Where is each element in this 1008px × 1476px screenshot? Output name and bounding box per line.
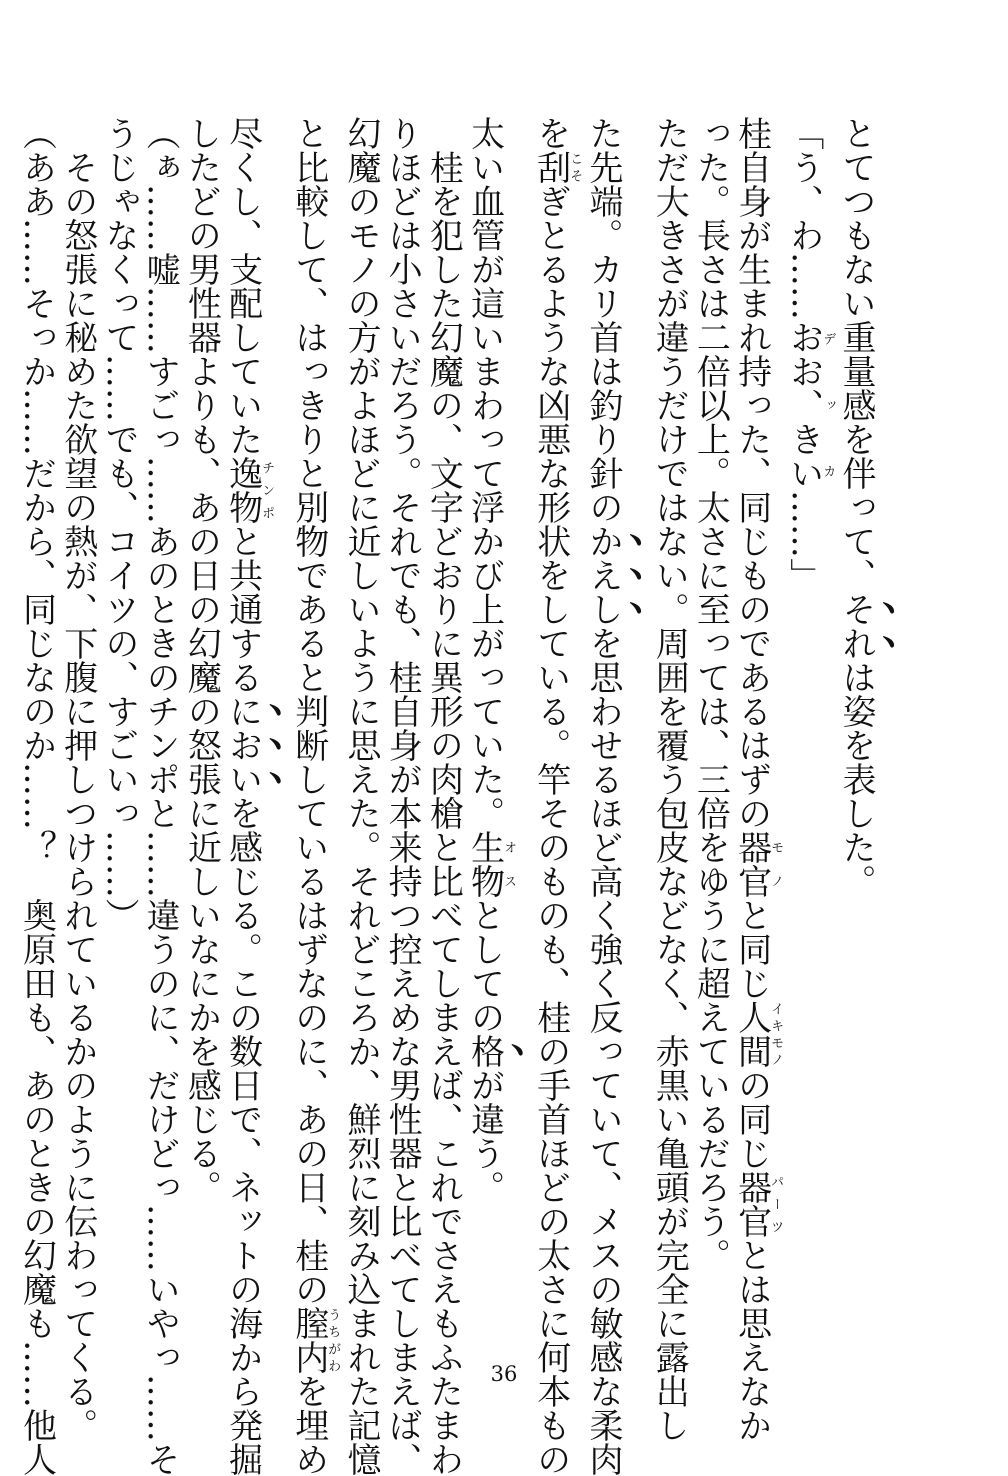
text-segment: を [530,116,571,150]
page-number: 36 [490,1362,518,1386]
ruby-base: 器官 [731,830,772,898]
ruby-reading: パーツ [768,1170,784,1238]
ruby-reading: うちがわ [325,1306,341,1374]
text-segment: と共通する [222,524,263,694]
ruby-base: 膣内 [288,1306,329,1374]
text-line [288,116,341,1476]
emphasized-text: かえし [582,524,623,626]
ruby-reading: モノ [768,830,784,898]
text-line [463,116,529,1338]
text-line [422,116,464,1476]
text-segment: 太い血管が這いまわって浮かび上がっていた。 [464,116,505,830]
text-segment: とてつもない重量感を伴って、 [836,116,876,592]
text-line [530,116,583,1476]
ruby-reading: デ ッ カ [820,320,836,490]
text-line [783,116,835,1338]
text-segment: った。長さは二倍以上。太さに至っては、三倍をゆうに超えているだろう。 [690,116,731,1272]
text-line [57,116,98,1442]
ruby-base: 人間 [731,1000,772,1068]
ruby-base: おお、きい [783,320,824,490]
text-segment: が違う。 [464,1068,505,1204]
ruby-reading: イキモノ [768,1000,784,1068]
text-segment: としての [464,898,505,1034]
text-segment: とは思えなか [731,1238,772,1442]
ruby-base: 刮 [530,150,571,184]
text-line [582,116,648,1476]
text-line [340,116,381,1476]
ruby-base: 生物 [464,830,505,898]
ruby-reading: チンポ [259,456,275,524]
text-line [139,116,181,1476]
text-line [730,116,784,1442]
ruby-text [731,830,784,898]
ruby-text [222,456,275,524]
text-segment: を感じる。この数日で、ネットの海から発掘 [222,796,263,1476]
ruby-text [530,150,583,184]
text-segment: りほどは小さいだろう。それでも、桂自身が本来持つ控えめな男性器と比べてしまえば、 [382,116,423,1476]
text-segment: 「う、わ…… [783,116,824,320]
emphasized-text: 格 [464,1034,505,1068]
ruby-base: 逸物 [222,456,263,524]
text-line [221,116,287,1476]
ruby-text [731,1000,784,1068]
text-segment: 桂自身が生まれ持った、同じものであるはずの [731,116,772,830]
ruby-text [783,320,836,490]
text-line [15,116,57,1476]
text-segment: その怒張に秘めた欲望の熱が、下腹に押しつけられているかのように伝わってくる。 [57,116,98,1442]
text-line [835,116,901,1338]
text-segment: と同じ [731,898,772,1000]
text-line [180,116,221,1338]
text-segment: （ああ……そっか……だから、同じなのか……？ 奥原田も、あのときの幻魔も……他人 [16,116,57,1476]
text-line [689,116,730,1338]
ruby-text [731,1170,784,1238]
text-line [381,116,423,1476]
ruby-text [464,830,517,898]
text-segment: ぎとるような凶悪な形状をしている。竿そのものも、桂の手首ほどの太さに何本もの [530,184,571,1476]
text-segment: と比較して、はっきりと別物であると判断しているはずなのに、あの日、桂の [288,116,329,1306]
text-segment: 幻魔のモノの方がよほどに近しいように思えた。それどころか、鮮烈に刻み込まれた記憶 [340,116,381,1476]
text-segment: 尽くし、支配していた [222,116,263,456]
text-segment: うじゃなくって……でも、コイツの、すごいっ……） [98,116,139,932]
text-segment: た先端。カリ首は釣り針の [582,116,623,524]
text-segment: の同じ [731,1068,772,1170]
text-segment: 桂を犯した幻魔の、文字どおりに異形の肉槍と比べてしまえば、これでさえもふたまわ [423,116,464,1476]
text-segment: を思わせるほど高く強く反っていて、メスの敏感な柔肉 [582,626,623,1476]
text-segment: （ぁ……嘘……すごっ……あのときのチンポと……違うのに、だけどっ……いやっ……そ [140,116,181,1476]
text-segment: を埋め [288,1374,329,1476]
text-line [648,116,690,1442]
emphasized-text: におい [222,694,263,796]
text-segment: は姿を表した。 [836,660,876,898]
emphasized-text: それ [836,592,876,660]
ruby-base: 器官 [731,1170,772,1238]
text-segment: したどの男性器よりも、あの日の幻魔の怒張に近しいなにかを感じる。 [181,116,222,1204]
ruby-reading: オス [501,830,517,898]
text-line [98,116,139,1338]
text-segment: ただ大きさが違うだけではない。周囲を覆う包皮などなく、赤黒い亀頭が完全に露出し [649,116,690,1442]
ruby-reading: こそ [567,150,583,184]
text-segment: ……」 [783,490,824,592]
